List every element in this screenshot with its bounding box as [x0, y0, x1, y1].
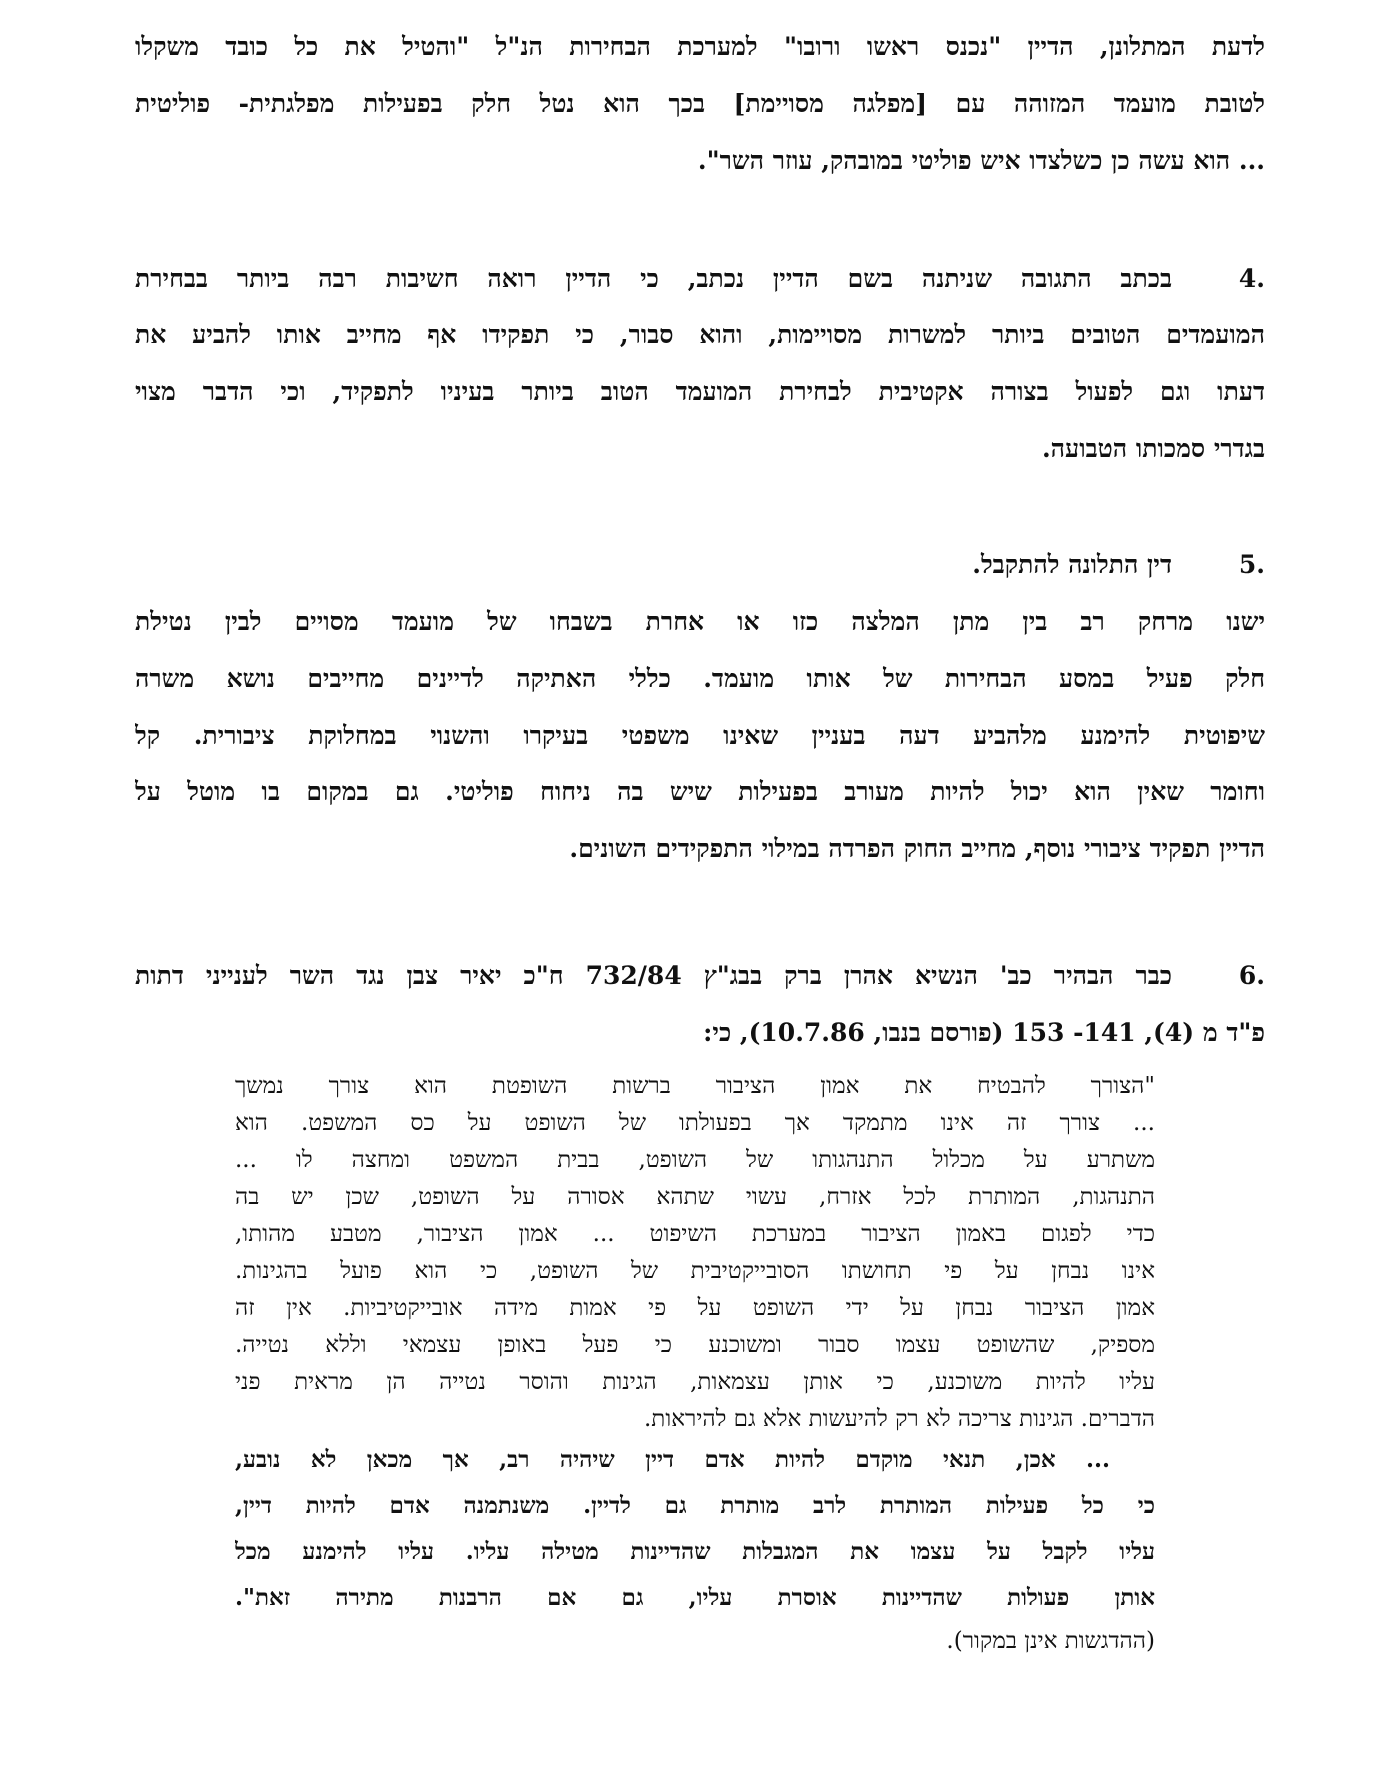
quote-line-1: "הצורך להבטיח את אמון הציבור ברשות השופטת הוא צורך נמשך — [235, 1073, 1155, 1099]
quote-line-2: ... צורך זה אינו מתמקד אך בפעולתו של השופט על כס המשפט. הוא — [235, 1110, 1155, 1136]
section4-line-3: דעתו וגם לפעול בצורה אקטיבית לבחירת המועמד הטוב ביותר בעיניו לתפקיד, וכי הדבר מצוי — [135, 377, 1265, 406]
section5-line-1: ישנו מרחק רב בין מתן המלצה כזו או אחרת בשבחו של מועמד מסויים לבין נטילת — [135, 607, 1265, 636]
section5-line-5: הדיין תפקיד ציבורי נוסף, מחייב החוק הפרדה במילוי התפקידים השונים. — [569, 834, 1265, 863]
quote-closing-note: (ההדגשות אינן במקור). — [946, 1628, 1155, 1654]
quote-bold-line-1: ... אכן, תנאי מוקדם להיות אדם דיין שיהיה רב, אך מכאן לא נובע, — [235, 1446, 1110, 1473]
quote-line-6: אינו נבחן על פי תחושתו הסובייקטיבית של השופט, כי הוא פועל בהגינות. — [235, 1258, 1155, 1284]
section5-heading: דין התלונה להתקבל. — [972, 550, 1172, 579]
section5-line-4: וחומר שאין הוא יכול להיות מעורב בפעילות שיש בה ניחוח פוליטי. גם במקום בו מוטל על — [135, 777, 1265, 806]
quote-line-4: התנהגות, המותרת לכל אזרח, עשוי שתהא אסורה על השופט, שכן יש בה — [235, 1184, 1155, 1210]
section5-line-3: שיפוטית להימנע מלהביע דעה בעניין שאינו משפטי בעיקרו והשנוי במחלוקת ציבורית. קל — [135, 721, 1265, 750]
section5-line-2: חלק פעיל במסע הבחירות של אותו מועמד. כללי האתיקה לדיינים מחייבים נושא משרה — [135, 664, 1265, 693]
intro-line-2: לטובת מועמד המזוהה עם [מפלגה מסויימת] בכך הוא נטל חלק בפעילות מפלגתית- פוליטית — [135, 89, 1265, 118]
quote-line-10: הדברים. הגינות צריכה לא רק להיעשות אלא גם להיראות. — [644, 1406, 1155, 1432]
section4-line-1: בכתב התגובה שניתנה בשם הדיין נכתב, כי הדיין רואה חשיבות רבה ביותר בבחירת — [135, 264, 1172, 293]
quote-bold-line-2: כי כל פעילות המותרת לרב מותרת גם לדיין. משנתמנה אדם להיות דיין, — [235, 1492, 1155, 1519]
quote-bold-line-3: עליו לקבל על עצמו את המגבלות שהדיינות מטילה עליו. עליו להימנע מכל — [235, 1538, 1155, 1565]
section-number-6: 6. — [1238, 961, 1265, 990]
quote-bold-line-4: אותן פעולות שהדיינות אוסרת עליו, גם אם הרבנות מתירה זאת". — [235, 1584, 1155, 1611]
quote-line-8: מספיק, שהשופט עצמו סבור ומשוכנע כי פעל באופן עצמאי וללא נטייה. — [235, 1332, 1155, 1358]
section-number-4: 4. — [1238, 264, 1265, 293]
quote-line-3: משתרע על מכלול התנהגותו של השופט, בבית המשפט ומחצה לו ... — [235, 1147, 1155, 1173]
quote-line-5: כדי לפגום באמון הציבור במערכת השיפוט ... אמון הציבור, מטבע מהותו, — [235, 1221, 1155, 1247]
quote-line-9: עליו להיות משוכנע, כי אותן עצמאות, הגינות והוסר נטייה הן מראית פני — [235, 1369, 1155, 1395]
intro-line-1: לדעת המתלונן, הדיין "נכנס ראשו ורובו" למערכת הבחירות הנ"ל "והטיל את כל כובד משקלו — [135, 32, 1265, 61]
section6-line-2: פ"ד מ (4), 141- 153 (פורסם בנבו, 10.7.86), כי: — [703, 1018, 1265, 1047]
section-number-5: 5. — [1238, 550, 1265, 579]
section4-line-2: המועמדים הטובים ביותר למשרות מסויימות, והוא סבור, כי תפקידו אף מחייב אותו להביע את — [135, 320, 1265, 349]
quote-line-7: אמון הציבור נבחן על ידי השופט על פי אמות מידה אובייקטיביות. אין זה — [235, 1295, 1155, 1321]
section4-line-4: בגדרי סמכותו הטבועה. — [1041, 434, 1265, 463]
intro-line-3: ... הוא עשה כן כשלצדו איש פוליטי במובהק, עוזר השר". — [697, 146, 1265, 175]
section6-line-1: כבר הבהיר כב' הנשיא אהרן ברק בבג"ץ 732/84 ח"כ יאיר צבן נגד השר לענייני דתות — [135, 961, 1172, 990]
